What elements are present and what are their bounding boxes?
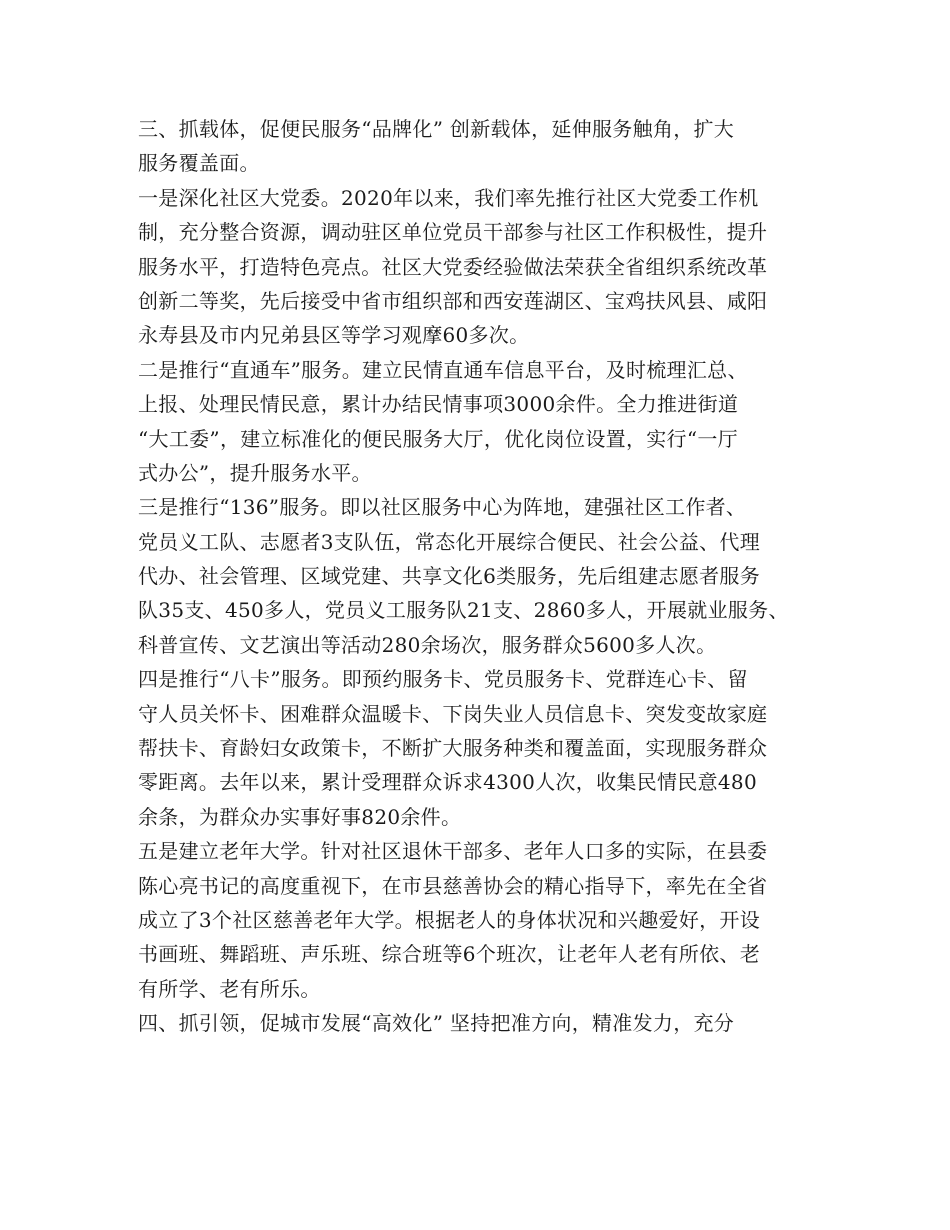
text-line: 成立了3个社区慈善老年大学。根据老人的身体状况和兴趣爱好，开设 <box>138 907 761 932</box>
text-line: 制，充分整合资源，调动驻区单位党员干部参与社区工作积极性，提升 <box>138 220 768 245</box>
text-line: 创新二等奖，先后接受中省市组织部和西安莲湖区、宝鸡扶风县、咸阳 <box>138 288 768 313</box>
text-line: 党员义工队、志愿者3支队伍，常态化开展综合便民、社会公益、代理 <box>138 529 761 554</box>
text-line: 守人员关怀卡、困难群众温暖卡、下岗失业人员信息卡、突发变故家庭 <box>138 701 768 726</box>
text-line: 帮扶卡、育龄妇女政策卡，不断扩大服务种类和覆盖面，实现服务群众 <box>138 736 768 761</box>
text-line: 三、抓载体，促便民服务“品牌化” 创新载体，延伸服务触角，扩大 <box>138 117 735 141</box>
text-line: 一是深化社区大党委。2020年以来，我们率先推行社区大党委工作机 <box>138 185 759 210</box>
text-line: 余条，为群众办实事好事820余件。 <box>138 804 462 829</box>
text-line: 二是推行“直通车”服务。建立民情直通车信息平台，及时梳理汇总、 <box>138 357 748 382</box>
text-line: 永寿县及市内兄弟县区等学习观摩60多次。 <box>138 323 530 348</box>
text-line: 零距离。去年以来，累计受理群众诉求4300人次，收集民情民意480 <box>138 770 757 795</box>
text-line: 书画班、舞蹈班、声乐班、综合班等6个班次，让老年人老有所依、老 <box>138 942 761 967</box>
text-line: “大工委”，建立标准化的便民服务大厅，优化岗位设置，实行“一厅 <box>138 426 738 451</box>
text-line: 服务水平，打造特色亮点。社区大党委经验做法荣获全省组织系统改革 <box>138 254 768 279</box>
text-line: 四、抓引领，促城市发展“高效化” 坚持把准方向，精准发力，充分 <box>138 1011 735 1036</box>
text-line: 科普宣传、文艺演出等活动280余场次，服务群众5600多人次。 <box>138 632 717 657</box>
text-line: 式办公”，提升服务水平。 <box>138 460 372 485</box>
document-body <box>138 112 818 1041</box>
text-line: 三是推行“136”服务。即以社区服务中心为阵地，建强社区工作者、 <box>138 495 747 520</box>
text-line: 四是推行“八卡”服务。即预约服务卡、党员服务卡、党群连心卡、留 <box>138 667 748 692</box>
text-line: 队35支、450多人，党员义工服务队21支、2860多人，开展就业服务、 <box>138 598 789 623</box>
text-line: 服务覆盖面。 <box>138 151 260 176</box>
text-line: 上报、处理民情民意，累计办结民情事项3000余件。全力推进街道 <box>138 392 739 417</box>
text-line: 代办、社会管理、区域党建、共享文化6类服务，先后组建志愿者服务 <box>138 564 761 589</box>
text-line: 有所学、老有所乐。 <box>138 976 321 1001</box>
text-line: 五是建立老年大学。针对社区退休干部多、老年人口多的实际，在县委 <box>138 839 768 864</box>
text-line: 陈心亮书记的高度重视下，在市县慈善协会的精心指导下，率先在全省 <box>138 873 768 898</box>
